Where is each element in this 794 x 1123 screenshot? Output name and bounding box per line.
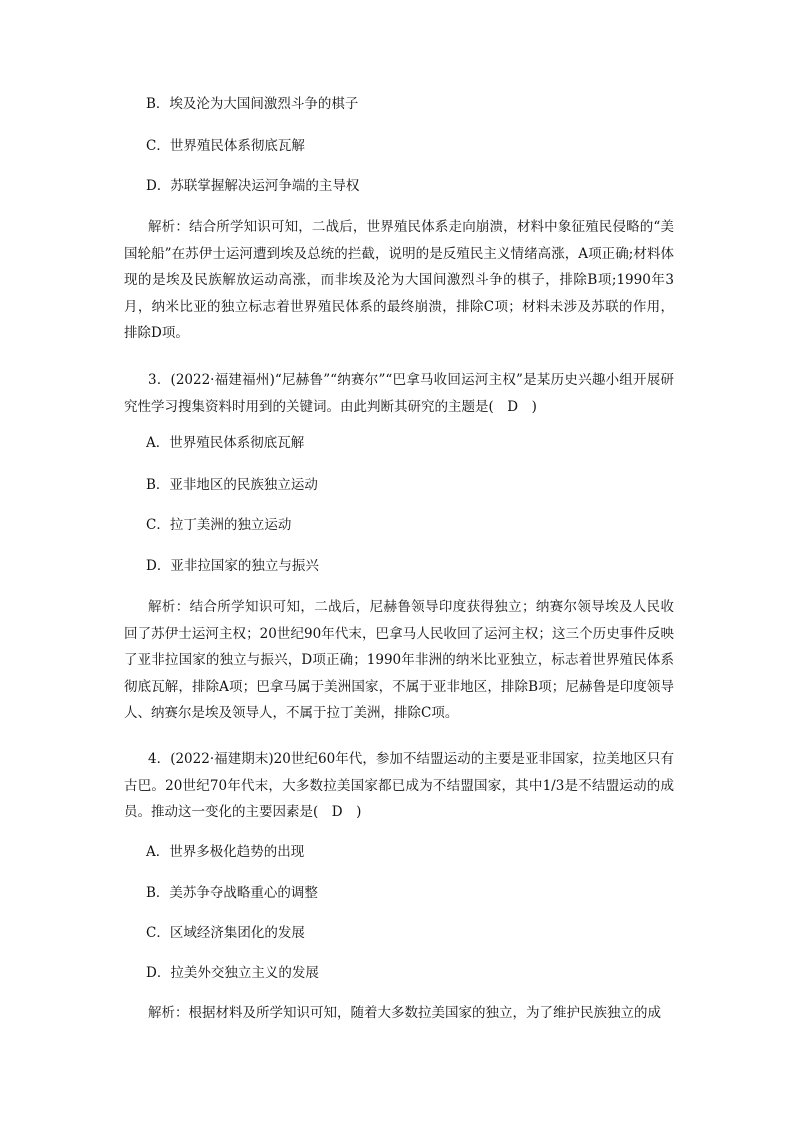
analysis-label: 解析： <box>148 1005 189 1021</box>
q3-option-d: D．亚非拉国家的独立与振兴 <box>146 558 319 574</box>
q2-option-b: B．埃及沦为大国间激烈斗争的棋子 <box>146 96 359 112</box>
q4-option-a: A．世界多极化趋势的出现 <box>146 844 305 860</box>
q2-option-d: D．苏联掌握解决运河争端的主导权 <box>146 178 360 194</box>
q2-option-c: C．世界殖民体系彻底瓦解 <box>146 138 305 154</box>
q2-analysis <box>124 214 674 347</box>
analysis-text: 根据材料及所学知识可知，随着大多数拉美国家的独立，为了维护民族独立的成 <box>188 1005 661 1021</box>
q3-analysis <box>124 594 674 727</box>
q3-option-a: A．世界殖民体系彻底瓦解 <box>146 435 305 451</box>
analysis-label: 解析： <box>148 219 189 235</box>
analysis-text: 结合所学知识可知，二战后，尼赫鲁领导印度获得独立；纳赛尔领导埃及人民收回了苏伊士运河主权；20世纪90年代末，巴拿马人民收回了运河主权；这三个历史事件反映了亚非拉国家的独立与振兴，D项正确；1990年非洲的纳米比亚独立，标志着世界殖民体系彻底瓦解，排除A项；巴拿马属于美洲国家，不属于亚非地区，排除B项；尼赫鲁是印度领导人、纳赛尔是埃及领导人，不属于拉丁美洲，排除C项。 <box>124 599 675 721</box>
q4-option-c: C．区域经济集团化的发展 <box>146 925 305 941</box>
q3-stem: 3．(2022·福建福州)“尼赫鲁”“纳赛尔”“巴拿马收回运河主权”是某历史兴趣小组开展研究性学习搜集资料时用到的关键词。由此判断其研究的主题是( D ) <box>124 372 674 415</box>
analysis-text: 结合所学知识可知，二战后，世界殖民体系走向崩溃，材料中象征殖民侵略的“美国轮船”在苏伊士运河遭到埃及总统的拦截，说明的是反殖民主义情绪高涨，A项正确;材料体现的是埃及民族解放运动高涨，而非埃及沦为大国间激烈斗争的棋子，排除B项;1990年3月，纳米比亚的独立标志着世界殖民体系的最终崩溃，排除C项；材料未涉及苏联的作用，排除D项。 <box>124 219 674 341</box>
q3-option-c: C．拉丁美洲的独立运动 <box>146 517 292 533</box>
analysis-label: 解析： <box>148 599 190 615</box>
q4-option-b: B．美苏争夺战略重心的调整 <box>146 885 318 901</box>
q4-stem: 4．(2022·福建期末)20世纪60年代，参加不结盟运动的主要是亚非国家，拉美地区只有古巴。20世纪70年代末，大多数拉美国家都已成为不结盟国家，其中1/3是不结盟运动的成员。推动这一变化的主要因素是( D ) <box>124 751 674 820</box>
q4-option-d: D．拉美外交独立主义的发展 <box>146 965 319 981</box>
q3-option-b: B．亚非地区的民族独立运动 <box>146 477 318 493</box>
q4-analysis <box>124 1000 674 1027</box>
